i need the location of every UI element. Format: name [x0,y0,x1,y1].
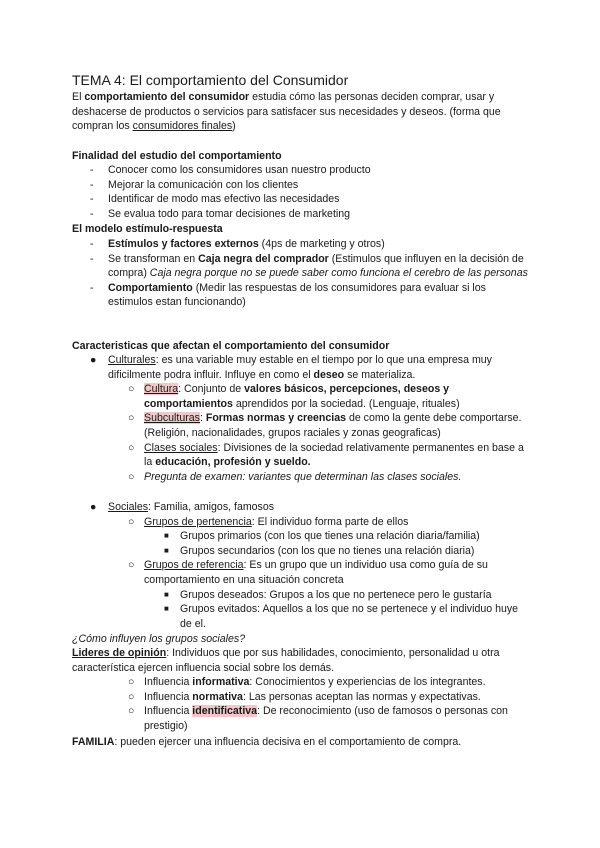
list-item: ○ Clases sociales: Divisiones de la sociedad relativamente permanentes en base a la educación, profesión y sueldo. [128,441,524,469]
modelo-list [72,237,532,310]
culturales-block [72,353,532,484]
list-item: ● Sociales: Familia, amigos, famosos [90,501,275,513]
intro-paragraph: El comportamiento del consumidor estudia cómo las personas deciden comprar, usar y deshacerse de productos o servicios para satisfacer sus necesidades y deseos. (forma que compran los consumidores finales) [72,91,501,133]
question-heading: ¿Cómo influyen los grupos sociales? [72,633,246,645]
familia-paragraph: FAMILIA: pueden ejercer una influencia decisiva en el comportamiento de compra. [72,736,462,748]
list-item: - Se transforman en Caja negra del comprador (Estimulos que influyen en la decisión de compra) Caja negra porque no se puede saber como funciona el cerebro de las personas [90,252,528,280]
influencia-list [72,675,532,733]
list-item: - Conocer como los consumidores usan nuestro producto [90,164,371,176]
list-item: - Identificar de modo mas efectivo las necesidades [90,193,340,206]
list-item: ■ Grupos secundarios (con los que no tienes una relación diaria) [164,544,475,557]
list-item: ■ Grupos deseados: Grupos a los que no pertenece pero le gustaría [164,588,492,601]
list-item: ○ Influencia identificativa: De reconocimiento (uso de famosos o personas con prestigio) [128,705,508,732]
list-item: ■ Grupos evitados: Aquellos a los que no se pertenece y el individuo huye de el. [164,603,519,630]
section-heading-caracteristicas: Caracteristicas que afectan el comportamiento del consumidor [72,340,390,352]
list-item: ■ Grupos primarios (con los que tienes una relación diaria/familia) [164,530,480,543]
list-item: ○ Grupos de pertenencia: El individuo forma parte de ellos [128,515,409,528]
section-heading-modelo: El modelo estímulo-respuesta [72,223,223,235]
lideres-paragraph: Lideres de opinión: Individuos que por sus habilidades, conocimiento, personalidad u otra característica ejercen influencia social sobre los demás. [72,647,500,674]
list-item: ○ Cultura: Conjunto de valores básicos, percepciones, deseos y comportamientos aprendidos por la sociedad. (Lenguaje, rituales) [128,383,460,410]
list-item: - Estímulos y factores externos (4ps de marketing y otros) [90,238,385,250]
list-item: - Comportamiento (Medir las respuestas de los consumidores para evaluar si los estimulos estan funcionando) [90,281,486,309]
list-item: ○ Influencia normativa: Las personas aceptan las normas y expectativas. [128,690,481,703]
list-item: - Se evalua todo para tomar decisiones de marketing [90,207,351,220]
list-item: ○ Influencia informativa: Conocimientos y experiencias de los integrantes. [128,676,486,688]
list-item: ● Culturales: es una variable muy estable en el tiempo por lo que una empresa muy dificilmente podra influir. Influye en como el deseo se materializa. [90,354,492,381]
page-title: TEMA 4: El comportamiento del Consumidor [72,72,349,88]
list-item: ○ Grupos de referencia: Es un grupo que un individuo usa como guía de su comportamiento en una situación concreta [128,559,488,586]
list-item: ○ Pregunta de examen: variantes que determinan las clases sociales. [128,470,462,483]
finalidad-list [72,163,532,221]
section-heading-finalidad: Finalidad del estudio del comportamiento [72,150,282,162]
sociales-block [72,500,532,631]
list-item: ○ Subculturas: Formas normas y creencias de como la gente debe comportarse. (Religión, nacionalidades, grupos raciales y zonas geograficas) [128,412,522,439]
list-item: - Mejorar la comunicación con los clientes [90,178,299,191]
